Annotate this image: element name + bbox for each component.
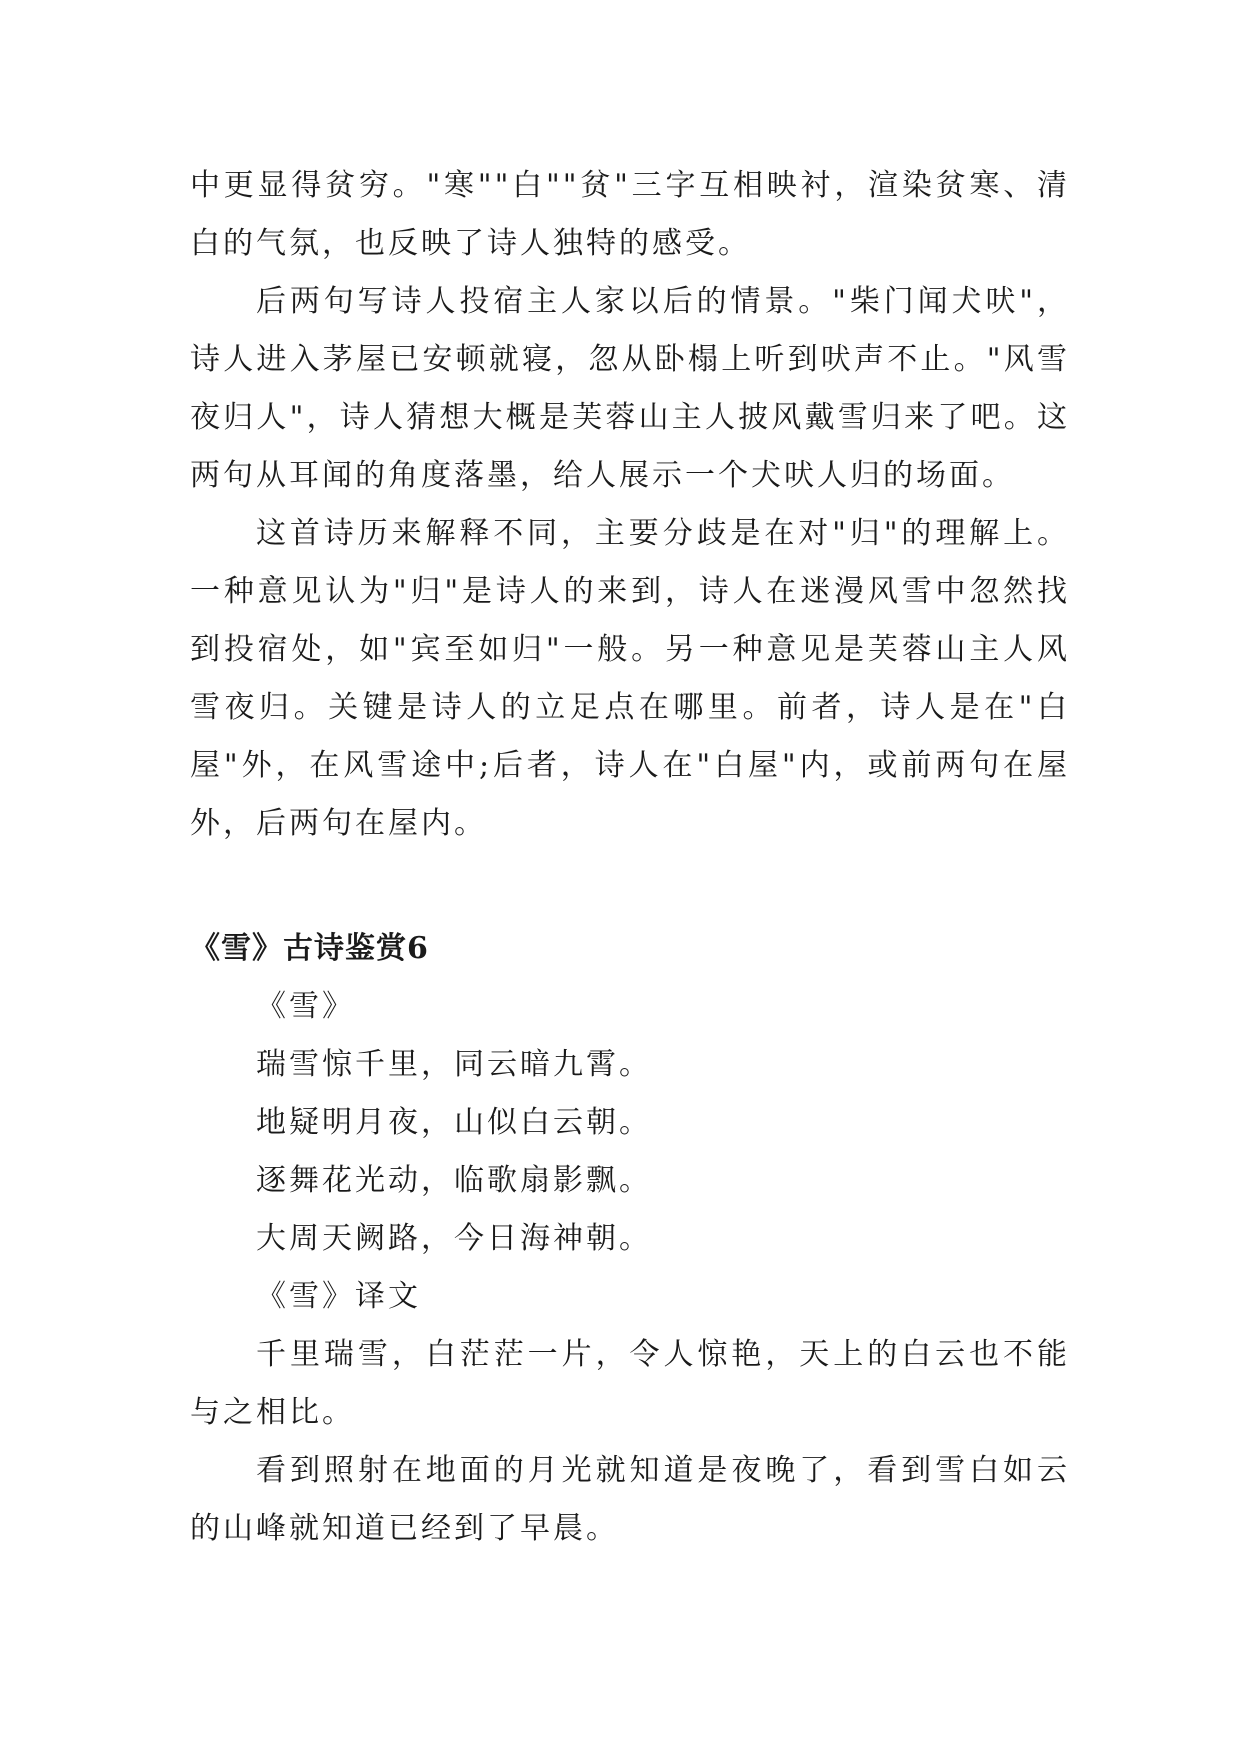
translation-paragraph: 千里瑞雪，白茫茫一片，令人惊艳，天上的白云也不能与之相比。	[190, 1337, 1070, 1430]
poem-line: 地疑明月夜，山似白云朝。	[256, 1105, 652, 1140]
translation-paragraph: 看到照射在地面的月光就知道是夜晚了，看到雪白如云的山峰就知道已经到了早晨。	[190, 1453, 1070, 1546]
paragraph-analysis: 后两句写诗人投宿主人家以后的情景。"柴门闻犬吠"，诗人进入茅屋已安顿就寝，忽从卧榻上听到吠声不止。"风雪夜归人"，诗人猜想大概是芙蓉山主人披风戴雪归来了吧。这两句从耳闻的角度落墨，给人展示一个犬吠人归的场面。	[190, 284, 1070, 493]
poem-title: 《雪》	[256, 989, 355, 1024]
poem-section	[190, 978, 1070, 1558]
poem-line: 大周天阙路，今日海神朝。	[256, 1221, 652, 1256]
article-body	[190, 157, 1070, 853]
poem-line: 瑞雪惊千里，同云暗九霄。	[256, 1047, 652, 1082]
poem-line: 逐舞花光动，临歌扇影飘。	[256, 1163, 652, 1198]
translation-heading: 《雪》译文	[256, 1279, 421, 1314]
section-title: 《雪》古诗鉴赏6	[190, 931, 429, 966]
paragraph-interpretation: 这首诗历来解释不同，主要分歧是在对"归"的理解上。一种意见认为"归"是诗人的来到，诗人在迷漫风雪中忽然找到投宿处，如"宾至如归"一般。另一种意见是芙蓉山主人风雪夜归。关键是诗人的立足点在哪里。前者，诗人是在"白屋"外，在风雪途中;后者，诗人在"白屋"内，或前两句在屋外，后两句在屋内。	[190, 516, 1070, 841]
paragraph-continuation: 中更显得贫穷。"寒""白""贫"三字互相映衬，渲染贫寒、清白的气氛，也反映了诗人独特的感受。	[190, 168, 1070, 261]
